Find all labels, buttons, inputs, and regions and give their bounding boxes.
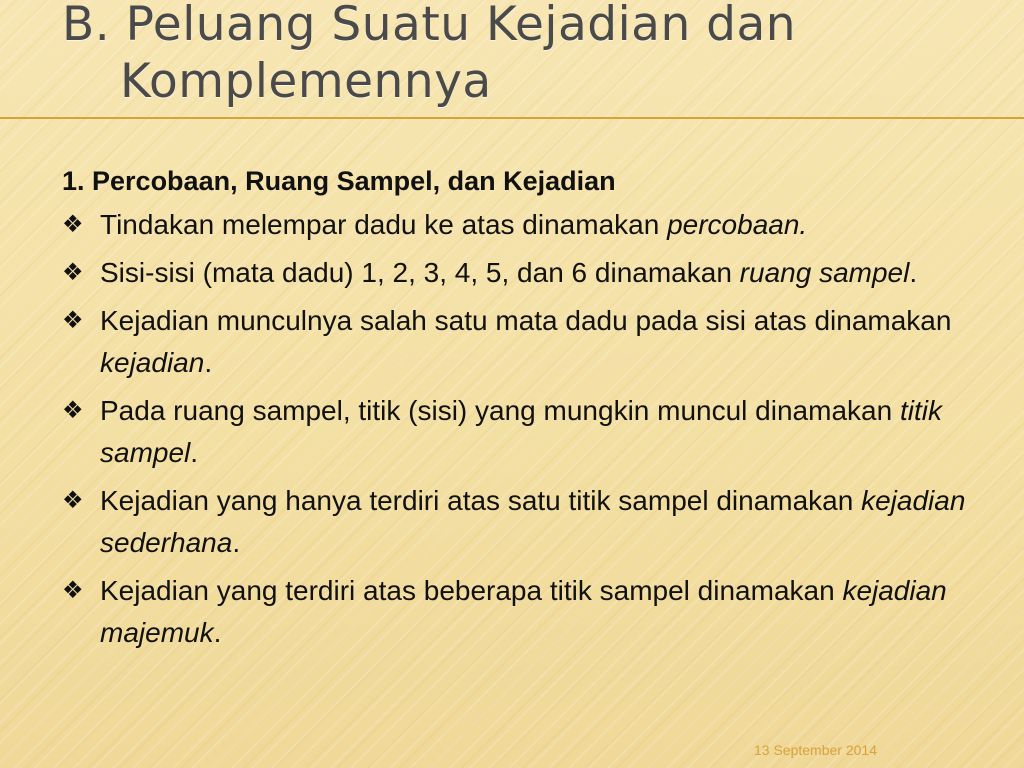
bullet-text: Kejadian yang hanya terdiri atas satu titik sampel dinamakan kejadian sederhana. [100,485,966,558]
bullet-text: Tindakan melempar dadu ke atas dinamakan percobaan. [100,209,808,240]
bullet-text: Kejadian yang terdiri atas beberapa titik sampel dinamakan kejadian majemuk. [100,575,947,648]
diamond-bullet-icon: ❖ [62,307,84,334]
title-divider [0,117,1024,119]
bullet-item [62,390,982,474]
bullet-text: Sisi-sisi (mata dadu) 1, 2, 3, 4, 5, dan 6 dinamakan ruang sampel. [100,257,918,288]
diamond-bullet-icon: ❖ [62,211,84,238]
bullet-text: Pada ruang sampel, titik (sisi) yang mungkin muncul dinamakan titik sampel. [100,395,942,468]
bullet-item [62,300,982,384]
bullet-item [62,570,982,654]
diamond-bullet-icon: ❖ [62,487,84,514]
diamond-bullet-icon: ❖ [62,259,84,286]
footer-date: 13 September 2014 [754,742,877,758]
slide-title [62,0,796,110]
slide-title-line-2: Komplemennya [120,54,492,109]
slide-content [62,160,982,660]
bullet-text: Kejadian munculnya salah satu mata dadu pada sisi atas dinamakan kejadian. [100,305,952,378]
bullet-item [62,252,982,294]
bullet-item [62,480,982,564]
section-heading: 1. Percobaan, Ruang Sampel, dan Kejadian [62,166,616,196]
diamond-bullet-icon: ❖ [62,397,84,424]
diamond-bullet-icon: ❖ [62,577,84,604]
slide-title-line-1: B. Peluang Suatu Kejadian dan [62,0,797,52]
bullet-item [62,204,982,246]
